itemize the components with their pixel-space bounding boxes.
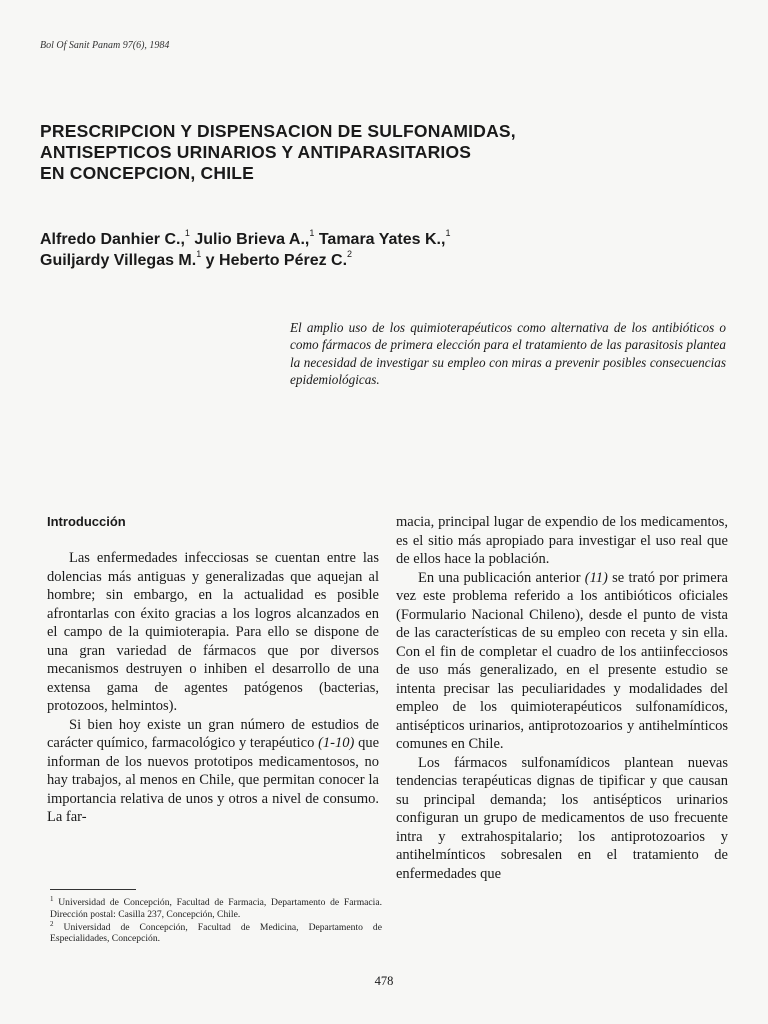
footnote-divider <box>50 889 136 890</box>
author-list <box>40 229 680 271</box>
author-line <box>40 250 680 271</box>
author-line <box>40 229 680 250</box>
citation: (1-10) <box>318 735 355 751</box>
author-name: Julio Brieva A., <box>189 231 310 248</box>
footnote <box>50 897 382 921</box>
footnote <box>50 919 382 946</box>
author-name: y Heberto Pérez C. <box>201 252 348 269</box>
paragraph: macia, principal lugar de expendio de los medicamentos, es el sitio más apropiado para investigar el uso real que de ellos hace la población. <box>396 514 728 567</box>
paragraph: Las enfermedades infecciosas se cuentan entre las dolencias más antiguas y generalizadas que aquejan al hombre; sin embargo, en la actualidad es posible afrontarlas con éxito gracias a los logros alcanzados en el campo de la quimioterapia. Para ello se dispone de una gran variedad de fármacos que por diversos mecanismos destruyen o inhiben el desarrollo de una extensa gama de agentes patógenos (bacterias, protozoos, helmintos). <box>47 550 379 714</box>
author-name: Tamara Yates K., <box>314 231 446 248</box>
paragraph-text: se trató por primera vez este problema referido a los antibióticos oficiales (Formulario Nacional Chileno), desde el punto de vista de las características de su empleo con receta y sin ella. Con el fin de completar el cuadro de los antiinfecciosos de uso más generalizado, en el presente estudio se intenta precisar las peculiaridades y modalidades del empleo de los quimioterapéuticos sulfonamídicos, antisépticos urinarios, antiprotozoarios y antihelmínticos comunes en Chile. <box>396 569 728 752</box>
title-line: EN CONCEPCION, CHILE <box>40 163 255 183</box>
title-line: PRESCRIPCION Y DISPENSACION DE SULFONAMIDAS, <box>40 121 516 141</box>
journal-header: Bol Of Sanit Panam 97(6), 1984 <box>40 40 170 51</box>
footnote-mark: 2 <box>50 919 54 928</box>
affiliation-mark: 1 <box>196 249 202 259</box>
paragraph <box>47 716 379 827</box>
title-line: ANTISEPTICOS URINARIOS Y ANTIPARASITARIOS <box>40 142 472 162</box>
citation: (11) <box>584 569 608 586</box>
page-number: 478 <box>374 974 394 988</box>
left-column <box>47 513 379 827</box>
affiliation-mark: 2 <box>347 249 353 259</box>
author-name: Guiljardy Villegas M. <box>40 252 197 269</box>
paragraph <box>396 569 728 754</box>
article-title <box>40 121 680 184</box>
footnote-text: Universidad de Concepción, Facultad de Medicina, Departamento de Especialidades, Concepción. <box>50 921 382 945</box>
affiliation-mark: 1 <box>309 228 315 238</box>
footnote-text: Universidad de Concepción, Facultad de Farmacia, Departamento de Farmacia. Dirección postal: Casilla 237, Concepción, Chile. <box>50 897 382 920</box>
footnote-mark: 1 <box>50 895 54 903</box>
section-heading: Introducción <box>47 514 126 529</box>
author-name: Alfredo Danhier C., <box>40 231 185 248</box>
paragraph: Los fármacos sulfonamídicos plantean nuevas tendencias terapéuticas dignas de tipificar y que causan su principal demanda; los antisépticos urinarios configuran un grupo de medicamentos de uso frecuente intra y extrahospitalario; los antiprotozoarios y antihelmínticos sobresalen en el tratamiento de enfermedades que <box>396 754 728 882</box>
abstract: El amplio uso de los quimioterapéuticos como alternativa de los antibióticos o como fármacos de primera elección para el tratamiento de las parasitosis plantea la necesidad de investigar su empleo con miras a prevenir posibles consecuencias epidemiológicas. <box>290 320 726 387</box>
paragraph-text: Si bien hoy existe un gran número de estudios de carácter químico, farmacológico y terapéutico <box>47 716 379 751</box>
paragraph-text: que informan de los nuevos prototipos medicamentosos, no hay trabajos, al menos en Chile, que permitan conocer la importancia relativa de unos y otros a nivel de consumo. La far- <box>47 735 379 825</box>
affiliation-mark: 1 <box>445 228 451 238</box>
right-column <box>396 513 728 883</box>
affiliation-mark: 1 <box>184 228 190 238</box>
paragraph-text: En una publicación anterior <box>418 569 585 586</box>
footnotes <box>50 897 382 946</box>
